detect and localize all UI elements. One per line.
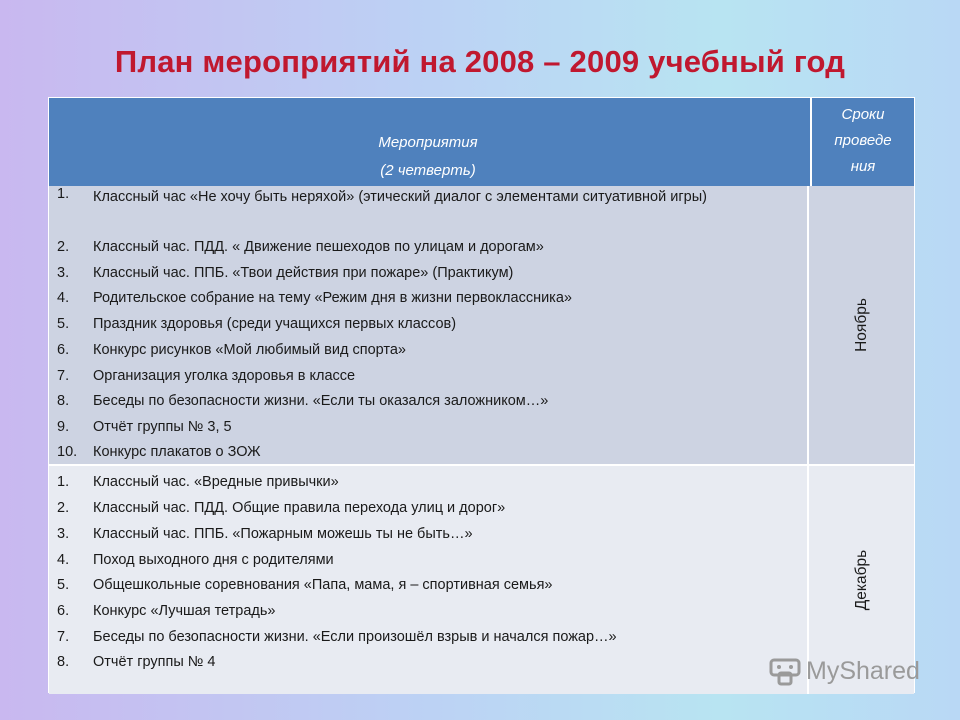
item-number: 6.	[57, 342, 70, 358]
item-text: Классный час. ПДД. Общие правила перехода улиц и дорог»	[93, 500, 506, 516]
item-number: 8.	[57, 654, 70, 670]
item-number: 7.	[57, 629, 70, 645]
watermark-text: MyShared	[806, 657, 920, 685]
item-text: Общешкольные соревнования «Папа, мама, я – спортивная семья»	[93, 577, 553, 593]
header-dates-line2: проведе	[834, 132, 892, 149]
item-number: 9.	[57, 419, 70, 435]
item-number: 2.	[57, 500, 70, 516]
header-events-label: Мероприятия	[378, 134, 478, 151]
item-text: Классный час. «Вредные привычки»	[93, 474, 339, 490]
item-number: 6.	[57, 603, 70, 619]
month-label-november: Ноябрь	[852, 298, 870, 352]
item-text: Праздник здоровья (среди учащихся первых классов)	[93, 316, 457, 332]
item-text: Конкурс плакатов о ЗОЖ	[93, 444, 261, 460]
item-text: Конкурс «Лучшая тетрадь»	[93, 603, 276, 619]
item-text: Беседы по безопасности жизни. «Если ты оказался заложником…»	[93, 393, 549, 409]
month-label-december: Декабрь	[852, 549, 870, 611]
table-header	[49, 98, 914, 186]
item-number: 4.	[57, 552, 70, 568]
header-dates-cell	[810, 98, 914, 186]
item-text: Отчёт группы № 3, 5	[93, 419, 232, 435]
item-number: 5.	[57, 316, 70, 332]
mushroom-icon	[768, 658, 802, 686]
events-cell-november	[49, 186, 807, 464]
item-text: Классный час. ПДД. « Движение пешеходов по улицам и дорогам»	[93, 239, 544, 255]
item-number: 3.	[57, 265, 70, 281]
item-text: Родительское собрание на тему «Режим дня в жизни первоклассника»	[93, 290, 572, 306]
item-text: Отчёт группы № 4	[93, 654, 216, 670]
header-dates-line1: Сроки	[841, 106, 885, 123]
item-text: Классный час «Не хочу быть неряхой» (этический диалог с элементами ситуативной игры)	[93, 189, 707, 205]
item-text: Конкурс рисунков «Мой любимый вид спорта»	[93, 342, 406, 358]
item-text: Беседы по безопасности жизни. «Если произошёл взрыв и начался пожар…»	[93, 629, 617, 645]
header-dates-line3: ния	[850, 158, 876, 175]
header-quarter-label: (2 четверть)	[380, 162, 476, 179]
item-text: Классный час. ППБ. «Пожарным можешь ты не быть…»	[93, 526, 473, 542]
item-number: 10.	[57, 444, 78, 460]
item-number: 7.	[57, 368, 70, 384]
header-events-cell	[49, 98, 807, 186]
slide-title: План мероприятий на 2008 – 2009 учебный год	[114, 44, 846, 79]
table-row-november	[49, 186, 914, 464]
events-cell-december	[49, 466, 807, 694]
item-number: 8.	[57, 393, 70, 409]
item-number: 2.	[57, 239, 70, 255]
item-number: 1.	[57, 186, 70, 202]
item-number: 3.	[57, 526, 70, 542]
item-text: Организация уголка здоровья в классе	[93, 368, 356, 384]
item-number: 5.	[57, 577, 70, 593]
events-table	[48, 97, 915, 693]
item-number: 4.	[57, 290, 70, 306]
item-text: Поход выходного дня с родителями	[93, 552, 334, 568]
watermark	[768, 657, 920, 686]
item-number: 1.	[57, 474, 70, 490]
item-text: Классный час. ППБ. «Твои действия при пожаре» (Практикум)	[93, 265, 514, 281]
month-cell-november	[807, 186, 914, 464]
